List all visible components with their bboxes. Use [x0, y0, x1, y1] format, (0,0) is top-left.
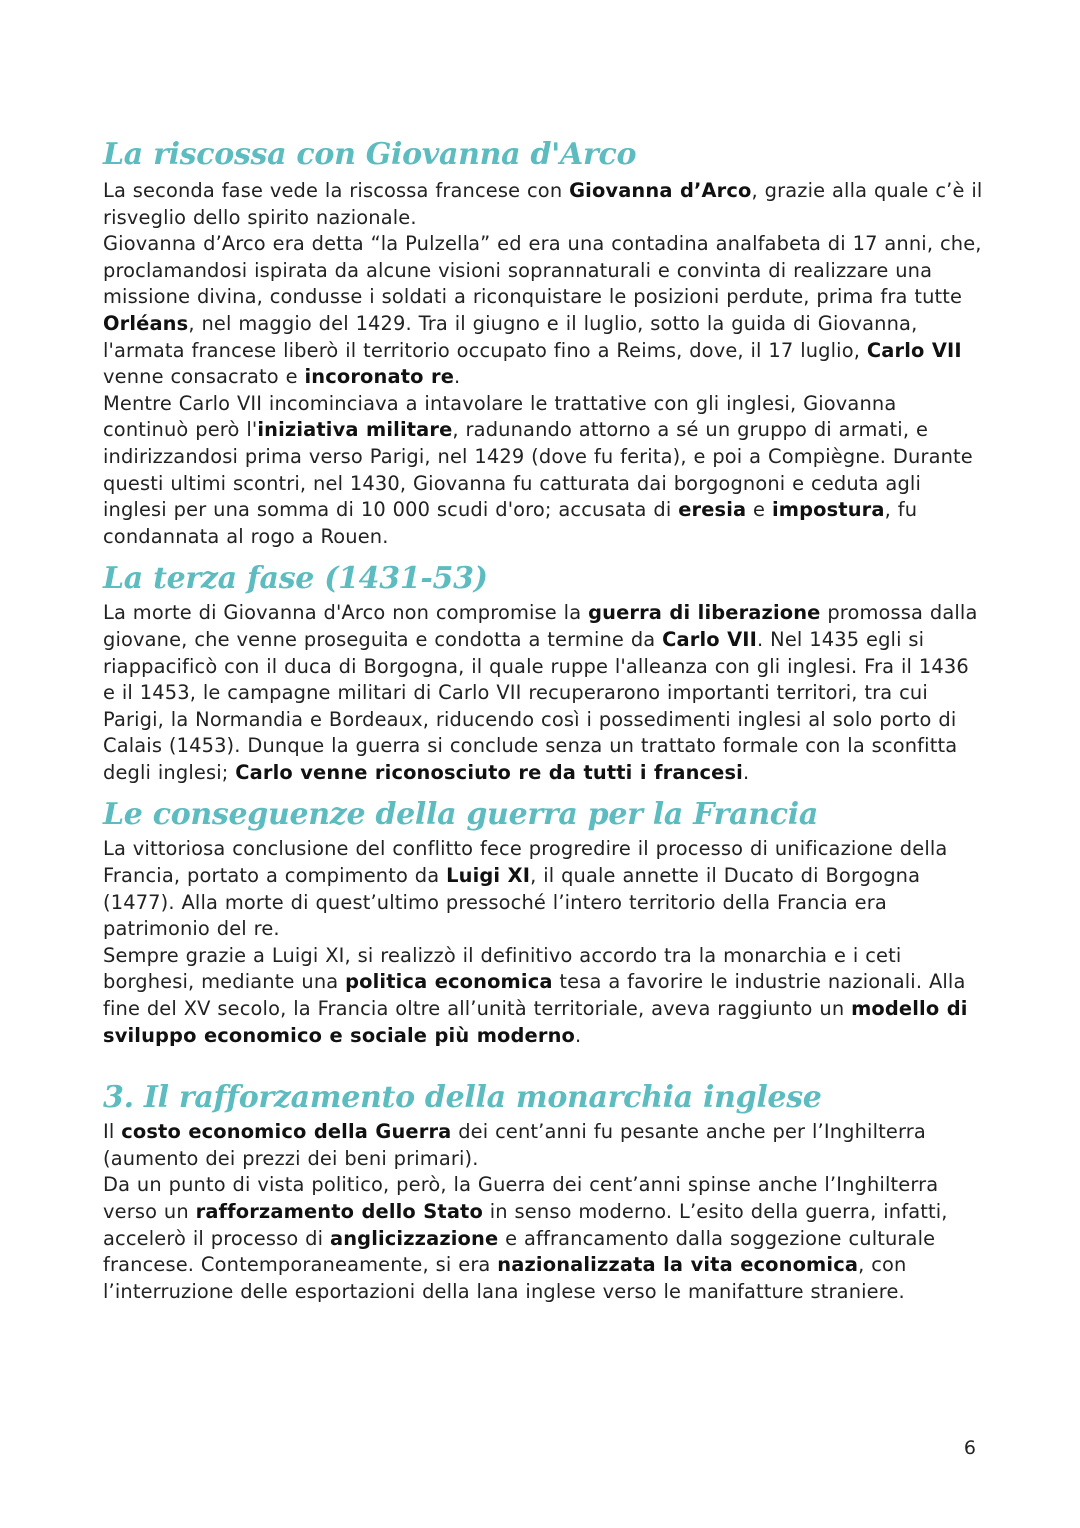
bold-term: costo economico della Guerra [121, 1120, 452, 1144]
paragraph: Da un punto di vista politico, però, la Guerra dei cent’anni spinse anche l’Inghilterra verso un rafforzamento dello Stato in senso moderno. L’esito della guerra, infatti, accelerò il processo di anglicizzazione e affrancamento dalla soggezione culturale francese. Contemporaneamente, si era nazionalizzata la vita economica, con l’interruzione delle esportazioni della lana inglese verso le manifatture straniere. [103, 1173, 948, 1303]
paragraph: La vittoriosa conclusione del conflitto fece progredire il processo di unificazione della Francia, portato a compimento da Luigi XI, il quale annette il Ducato di Borgogna (1477). Alla morte di quest’ultimo pressoché l’intero territorio della Francia era patrimonio del re. [103, 837, 948, 941]
bold-term: guerra di liberazione [588, 601, 821, 625]
document-page [103, 128, 983, 1305]
bold-term: Giovanna d’Arco [569, 179, 752, 202]
section-heading-terza-fase: La terza fase (1431-53) [103, 561, 488, 597]
bold-term: Carlo VII [866, 338, 962, 362]
bold-term: anglicizzazione [329, 1226, 499, 1250]
bold-term: politica economica [345, 970, 553, 994]
bold-term: incoronato re [304, 365, 455, 389]
page-number: 6 [963, 1437, 976, 1459]
bold-term: eresia [678, 498, 747, 522]
bold-term: Orléans [103, 311, 189, 335]
bold-term: nazionalizzata la vita economica [497, 1253, 859, 1277]
paragraph: La morte di Giovanna d'Arco non compromise la guerra di liberazione promossa dalla giovane, che venne proseguita e condotta a termine da Carlo VII. Nel 1435 egli si riappacificò con il duca di Borgogna, il quale ruppe l'alleanza con gli inglesi. Fra il 1436 e il 1453, le campagne militari di Carlo VII recuperarono importanti territori, tra cui Parigi, la Normandia e Bordeaux, riducendo così i possedimenti inglesi al solo porto di Calais (1453). Dunque la guerra si conclude senza un trattato formale con la sconfitta degli inglesi; Carlo venne riconosciuto re da tutti i francesi. [103, 601, 978, 784]
paragraph: La seconda fase vede la riscossa francese con Giovanna d’Arco, grazie alla quale c’è il risveglio dello spirito nazionale. [103, 179, 983, 229]
bold-term: Luigi XI [446, 864, 531, 888]
section-heading-conseguenze: Le conseguenze della guerra per la Francia [103, 797, 818, 833]
section-heading-monarchia-inglese: 3. Il rafforzamento della monarchia inglese [103, 1080, 822, 1116]
paragraph: Sempre grazie a Luigi XI, si realizzò il definitivo accordo tra la monarchia e i ceti borghesi, mediante una politica economica tesa a favorire le industrie nazionali. Alla fine del XV secolo, la Francia oltre all’unità territoriale, aveva raggiunto un modello di sviluppo economico e sociale più moderno. [103, 943, 968, 1047]
section-heading-giovanna: La riscossa con Giovanna d'Arco [103, 137, 637, 172]
bold-term: rafforzamento dello Stato [195, 1200, 483, 1223]
bold-term: modello di sviluppo economico e sociale più moderno [103, 997, 968, 1047]
paragraph: Mentre Carlo VII incominciava a intavolare le trattative con gli inglesi, Giovanna continuò però l'iniziativa militare, radunando attorno a sé un gruppo di armati, e indirizzandosi prima verso Parigi, nel 1429 (dove fu ferita), e poi a Compiègne. Durante questi ultimi scontri, nel 1430, Giovanna fu catturata dai borgognoni e ceduta agli inglesi per una somma di 10 000 scudi d'oro; accusata di eresia e impostura, fu condannata al rogo a Rouen. [103, 391, 973, 548]
bold-term: Carlo venne riconosciuto re da tutti i francesi [235, 760, 743, 784]
paragraph: Giovanna d’Arco era detta “la Pulzella” ed era una contadina analfabeta di 17 anni, che, proclamandosi ispirata da alcune visioni soprannaturali e convinta di realizzare una missione divina, condusse i soldati a riconquistare le posizioni perdute, prima fra tutte Orléans, nel maggio del 1429. Tra il giugno e il luglio, sotto la guida di Giovanna, l'armata francese liberò il territorio occupato fino a Reims, dove, il 17 luglio, Carlo VII venne consacrato e incoronato re. [103, 232, 982, 389]
paragraph: Il costo economico della Guerra dei cent’anni fu pesante anche per l’Inghilterra (aumento dei prezzi dei beni primari). [103, 1120, 926, 1170]
bold-term: iniziativa militare [257, 418, 453, 442]
bold-term: impostura [771, 498, 885, 522]
bold-term: Carlo VII [662, 627, 758, 651]
